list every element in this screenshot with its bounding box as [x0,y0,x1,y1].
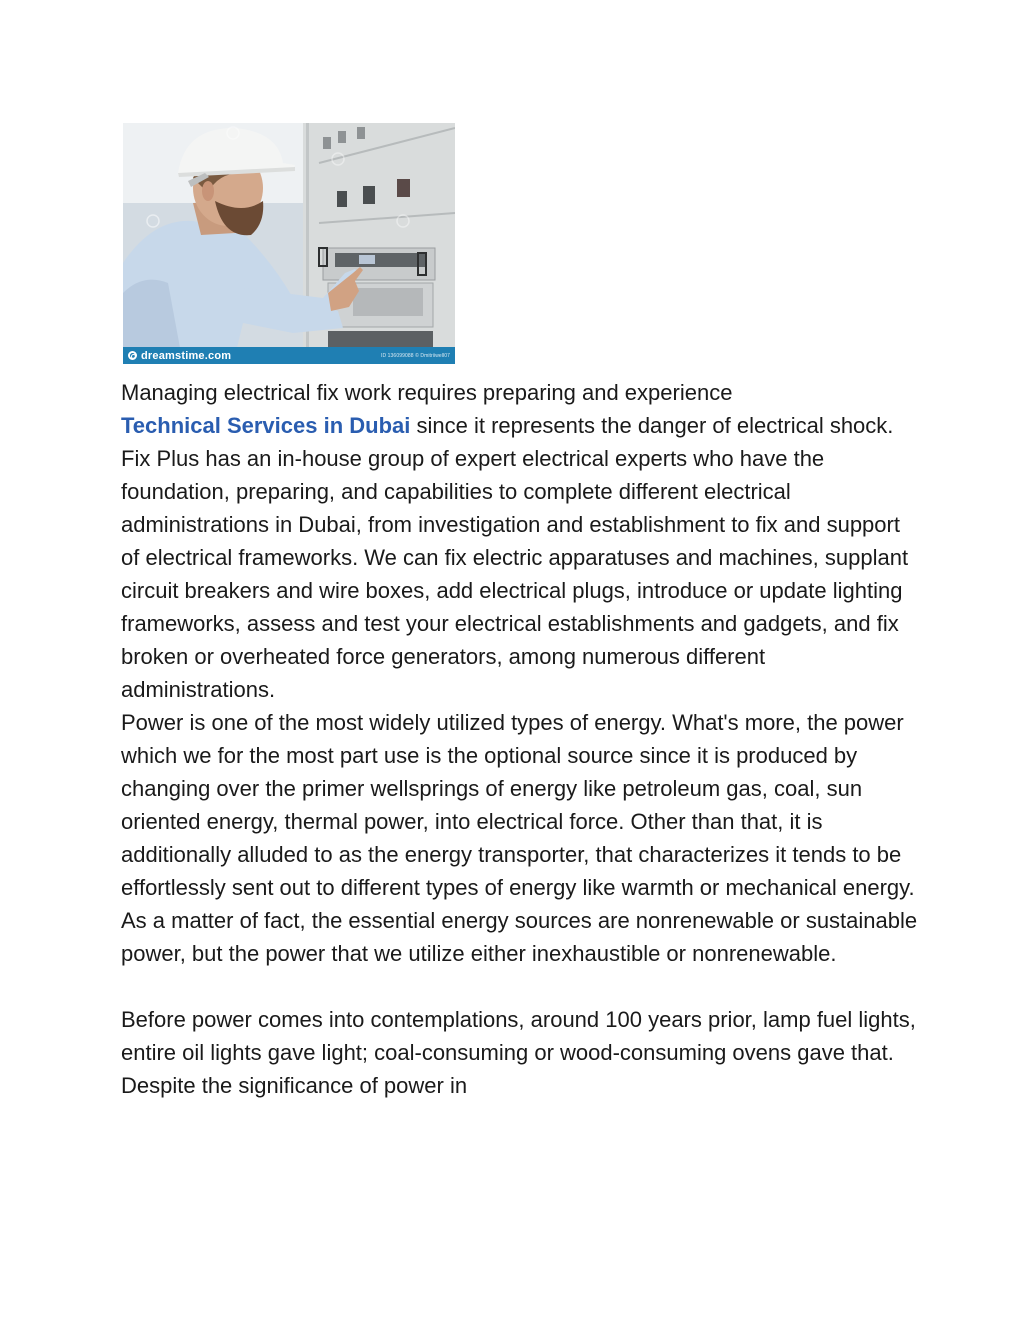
article-body [121,376,921,1102]
technical-services-dubai-link[interactable]: Technical Services in Dubai [121,413,411,438]
watermark-brand [128,350,231,362]
paragraph-spacer [121,970,921,1003]
technician-illustration [123,123,455,364]
technician-photo [123,123,455,364]
paragraph-3: Before power comes into contemplations, around 100 years prior, lamp fuel lights, entire oil lights gave light; coal-consuming or wood-consuming ovens gave that. Despite the significance of power in [121,1007,916,1098]
paragraph-1-body: since it represents the danger of electrical shock. Fix Plus has an in-house group of expert electrical experts who have the foundation, preparing, and capabilities to complete different electrical administrations in Dubai, from investigation and establishment to fix and support of electrical frameworks. We can fix electric apparatuses and machines, supplant circuit breakers and wire boxes, add electrical plugs, introduce or update lighting frameworks, assess and test your electrical establishments and gadgets, and fix broken or overheated force generators, among numerous different administrations. [121,413,909,702]
paragraph-2: Power is one of the most widely utilized types of energy. What's more, the power which we for the most part use is the optional source since it is produced by changing over the primer wellsprings of energy like petroleum gas, coal, sun oriented energy, thermal power, into electrical force. Other than that, it is additionally alluded to as the energy transporter, that characterizes it tends to be effortlessly sent out to different types of energy like warmth or mechanical energy. As a matter of fact, the essential energy sources are nonrenewable or sustainable power, but the power that we utilize either inexhaustible or nonrenewable. [121,710,918,966]
watermark-brand-text: dreamstime.com [141,349,232,362]
paragraph-1 [121,376,921,706]
watermark-bar [123,347,455,364]
watermark-id: ID 136099088 © Dmitriiwell07 [380,352,450,359]
dreamstime-logo-icon [128,351,137,360]
paragraph-1-intro: Managing electrical fix work requires preparing and experience [121,380,733,405]
